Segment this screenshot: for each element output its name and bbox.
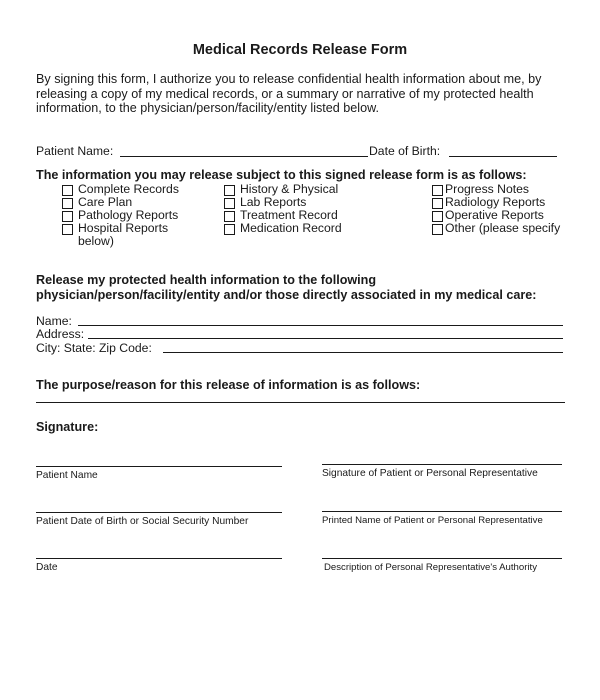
recipient-heading-line2: physician/person/facility/entity and/or those directly associated in my medical care: bbox=[36, 288, 537, 302]
authority-caption: Description of Personal Representative's Authority bbox=[324, 562, 538, 573]
checkbox-box[interactable] bbox=[62, 185, 73, 196]
date-of-birth-label: Date of Birth: bbox=[369, 144, 441, 158]
patient-name-caption: Patient Name bbox=[36, 470, 98, 481]
checkbox-box[interactable] bbox=[432, 185, 443, 196]
recipient-city-field[interactable] bbox=[163, 352, 563, 353]
purpose-heading: The purpose/reason for this release of information is as follows: bbox=[36, 378, 421, 392]
recipient-name-label: Name: bbox=[36, 314, 72, 328]
printed-name-caption: Printed Name of Patient or Personal Representative bbox=[322, 515, 543, 526]
checkbox-label: Treatment Record bbox=[240, 208, 338, 222]
signature-line[interactable] bbox=[322, 464, 562, 465]
date-caption: Date bbox=[36, 562, 58, 573]
checkbox-other[interactable] bbox=[432, 222, 560, 235]
checkbox-box[interactable] bbox=[432, 198, 443, 209]
checkbox-box[interactable] bbox=[62, 198, 73, 209]
intro-paragraph: By signing this form, I authorize you to release confidential health information about me, by releasing a copy of my medical records, or a summary or narrative of my protected health information, to the physician/person/facility/entity listed below. bbox=[36, 72, 542, 115]
checkbox-box[interactable] bbox=[62, 211, 73, 222]
checkbox-label: Complete Records bbox=[78, 182, 179, 196]
checkbox-label: Hospital Reports below) bbox=[78, 221, 169, 248]
signature-heading: Signature: bbox=[36, 420, 99, 434]
dob-ssn-line[interactable] bbox=[36, 512, 282, 513]
form-title: Medical Records Release Form bbox=[192, 42, 408, 58]
checkbox-box[interactable] bbox=[224, 198, 235, 209]
recipient-address-label: Address: bbox=[36, 327, 85, 341]
recipient-address-field[interactable] bbox=[88, 338, 563, 339]
checkbox-label: Medication Record bbox=[240, 221, 342, 235]
checkbox-box[interactable] bbox=[62, 224, 73, 235]
printed-name-line[interactable] bbox=[322, 511, 562, 512]
patient-name-field[interactable] bbox=[120, 156, 368, 157]
recipient-heading-line1: Release my protected health information to the following bbox=[36, 273, 377, 287]
checkbox-box[interactable] bbox=[432, 224, 443, 235]
recipient-city-label: City: State: Zip Code: bbox=[36, 341, 152, 355]
checkbox-hospital-reports[interactable] bbox=[62, 222, 180, 248]
checkbox-box[interactable] bbox=[224, 211, 235, 222]
checkbox-medication-record[interactable] bbox=[224, 222, 342, 235]
information-heading: The information you may release subject to this signed release form is as follows: bbox=[36, 168, 527, 182]
checkbox-box[interactable] bbox=[224, 185, 235, 196]
checkbox-label: Lab Reports bbox=[240, 195, 307, 209]
authority-line[interactable] bbox=[322, 558, 562, 559]
date-of-birth-field[interactable] bbox=[449, 156, 557, 157]
checkbox-box[interactable] bbox=[224, 224, 235, 235]
checkbox-label: Pathology Reports bbox=[78, 208, 179, 222]
date-line[interactable] bbox=[36, 558, 282, 559]
checkbox-label: History & Physical bbox=[240, 182, 339, 196]
patient-name-label: Patient Name: bbox=[36, 144, 114, 158]
checkbox-label: Operative Reports bbox=[445, 208, 544, 222]
recipient-name-field[interactable] bbox=[78, 325, 563, 326]
purpose-field[interactable] bbox=[36, 402, 565, 403]
dob-ssn-caption: Patient Date of Birth or Social Security Number bbox=[36, 516, 249, 527]
checkbox-box[interactable] bbox=[432, 211, 443, 222]
patient-name-sign-line[interactable] bbox=[36, 466, 282, 467]
checkbox-label: Progress Notes bbox=[445, 182, 529, 196]
checkbox-label: Other (please specify bbox=[445, 221, 561, 235]
signature-caption: Signature of Patient or Personal Representative bbox=[322, 468, 538, 479]
checkbox-label: Radiology Reports bbox=[445, 195, 546, 209]
checkbox-label: Care Plan bbox=[78, 195, 133, 209]
